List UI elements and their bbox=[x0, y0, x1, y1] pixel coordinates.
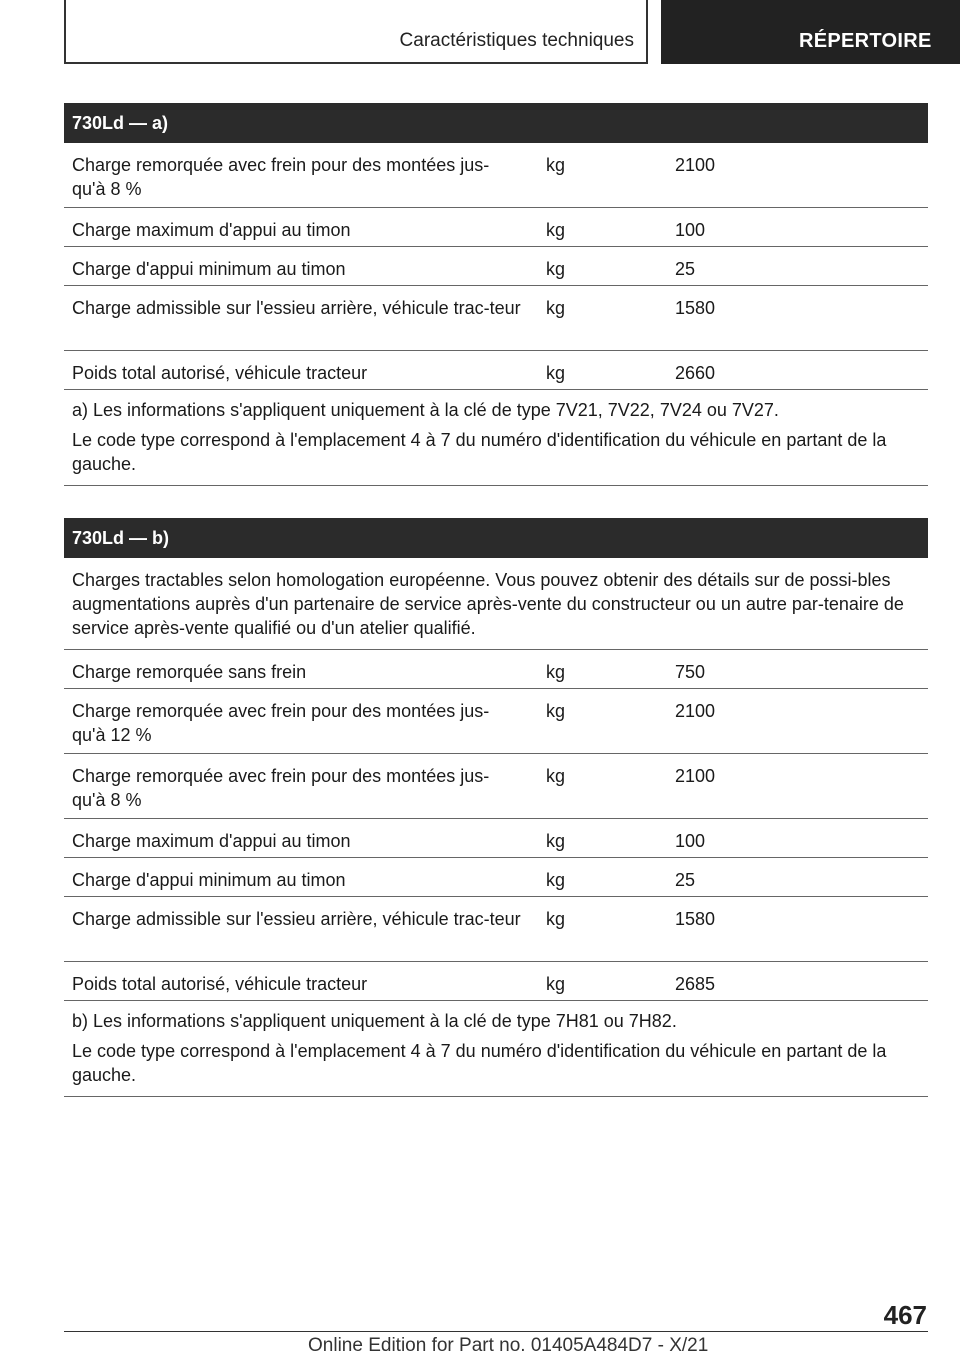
row-label: Charge remorquée sans frein bbox=[72, 662, 307, 682]
table-row bbox=[64, 754, 928, 819]
row-value: 2660 bbox=[675, 363, 716, 383]
row-label: Charge remorquée avec frein pour des montées jus-qu'à 8 % bbox=[72, 766, 490, 810]
table-row bbox=[64, 650, 928, 689]
row-unit: kg bbox=[546, 831, 566, 851]
table-730ld-b bbox=[64, 518, 928, 1097]
header-tab[interactable] bbox=[661, 0, 960, 64]
row-unit: kg bbox=[546, 259, 566, 279]
row-label: Charge d'appui minimum au timon bbox=[72, 870, 346, 890]
row-unit: kg bbox=[546, 662, 566, 682]
footnote-line: Le code type correspond à l'emplacement 4 à 7 du numéro d'identification du véhicule en partant de la gauche. bbox=[72, 1041, 887, 1085]
row-label: Charge maximum d'appui au timon bbox=[72, 831, 351, 851]
table-footnote bbox=[64, 1001, 928, 1097]
row-value: 2100 bbox=[675, 766, 716, 786]
table-row bbox=[64, 208, 928, 247]
row-value: 2100 bbox=[675, 701, 716, 721]
table-title: 730Ld — a) bbox=[64, 103, 928, 143]
row-value: 100 bbox=[675, 220, 706, 240]
row-label: Poids total autorisé, véhicule tracteur bbox=[72, 363, 368, 383]
row-value: 2685 bbox=[675, 974, 716, 994]
header-section-box bbox=[64, 0, 648, 64]
tab-repertoire[interactable]: RÉPERTOIRE bbox=[799, 30, 932, 52]
row-label: Charge remorquée avec frein pour des montées jus-qu'à 12 % bbox=[72, 701, 490, 745]
row-unit: kg bbox=[546, 909, 566, 929]
footnote-line: b) Les informations s'appliquent uniquement à la clé de type 7H81 ou 7H82. bbox=[72, 1011, 677, 1031]
footer-divider bbox=[64, 1331, 928, 1332]
row-unit: kg bbox=[546, 363, 566, 383]
row-value: 100 bbox=[675, 831, 706, 851]
row-label: Charge remorquée avec frein pour des montées jus-qu'à 8 % bbox=[72, 155, 490, 199]
section-title: Caractéristiques techniques bbox=[399, 30, 634, 51]
table-row bbox=[64, 247, 928, 286]
row-unit: kg bbox=[546, 870, 566, 890]
table-row bbox=[64, 689, 928, 754]
table-row bbox=[64, 897, 928, 962]
footnote-line: Le code type correspond à l'emplacement 4 à 7 du numéro d'identification du véhicule en partant de la gauche. bbox=[72, 430, 887, 474]
row-unit: kg bbox=[546, 974, 566, 994]
row-value: 2100 bbox=[675, 155, 716, 175]
row-value: 25 bbox=[675, 259, 696, 279]
table-row bbox=[64, 819, 928, 858]
row-label: Charge admissible sur l'essieu arrière, véhicule trac-teur bbox=[72, 298, 521, 318]
edition-footer: Online Edition for Part no. 01405A484D7 - X/21 bbox=[308, 1335, 709, 1356]
row-value: 750 bbox=[675, 662, 706, 682]
row-label: Poids total autorisé, véhicule tracteur bbox=[72, 974, 368, 994]
table-intro: Charges tractables selon homologation européenne. Vous pouvez obtenir des détails sur de possi-bles augmentations auprès d'un partenaire de service après-vente du constructeur ou un autre par-tenaire de service après-vente qualifié ou d'un atelier qualifié. bbox=[64, 558, 928, 650]
row-unit: kg bbox=[546, 701, 566, 721]
row-value: 25 bbox=[675, 870, 696, 890]
table-row bbox=[64, 143, 928, 208]
row-unit: kg bbox=[546, 220, 566, 240]
row-unit: kg bbox=[546, 298, 566, 318]
table-row bbox=[64, 351, 928, 390]
table-row bbox=[64, 286, 928, 351]
table-row bbox=[64, 858, 928, 897]
table-title: 730Ld — b) bbox=[64, 518, 928, 558]
row-label: Charge d'appui minimum au timon bbox=[72, 259, 346, 279]
row-value: 1580 bbox=[675, 909, 716, 929]
table-row bbox=[64, 962, 928, 1001]
row-label: Charge admissible sur l'essieu arrière, véhicule trac-teur bbox=[72, 909, 521, 929]
footnote-line: a) Les informations s'appliquent uniquement à la clé de type 7V21, 7V22, 7V24 ou 7V27. bbox=[72, 400, 779, 420]
row-unit: kg bbox=[546, 766, 566, 786]
row-label: Charge maximum d'appui au timon bbox=[72, 220, 351, 240]
table-730ld-a bbox=[64, 103, 928, 486]
page-number: 467 bbox=[883, 1300, 927, 1330]
table-footnote bbox=[64, 390, 928, 486]
row-value: 1580 bbox=[675, 298, 716, 318]
row-unit: kg bbox=[546, 155, 566, 175]
